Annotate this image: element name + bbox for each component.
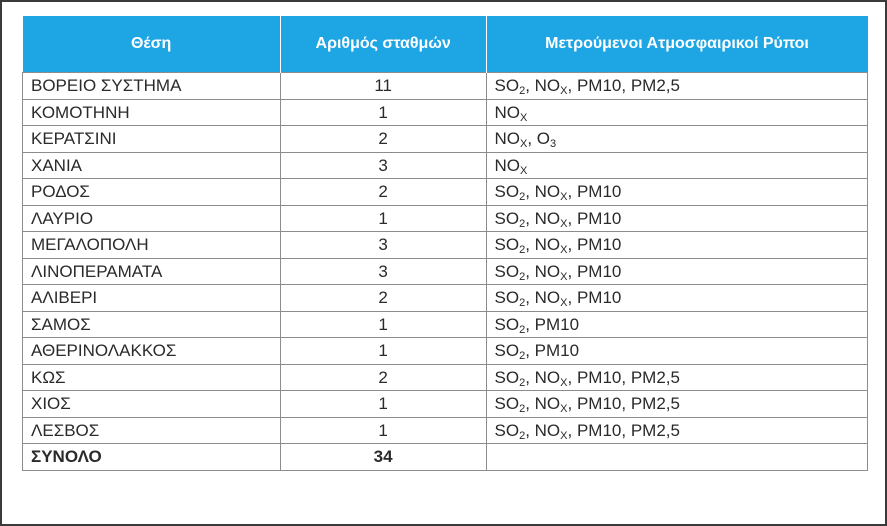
location-cell: ΛΕΣΒΟΣ	[23, 417, 281, 444]
pollutant: PM10	[576, 261, 622, 281]
location-cell: ΡΟΔΟΣ	[23, 179, 281, 206]
station-count-cell: 1	[280, 391, 486, 418]
pollutant: $SO_2$	[494, 208, 526, 230]
pollutant: PM2,5	[630, 394, 680, 414]
location-cell: ΛΑΥΡΙΟ	[23, 205, 281, 232]
pollutant: PM10	[576, 235, 622, 255]
pollutant: PM10	[576, 76, 622, 96]
pollutant: $SO_2$	[494, 288, 526, 310]
pollutant: PM2,5	[630, 367, 680, 387]
station-count-cell: 1	[280, 99, 486, 126]
table-row	[23, 311, 868, 338]
pollutant: $NO_X$	[494, 155, 528, 177]
pollutant: $SO_2$	[494, 235, 526, 257]
pollutant: PM2,5	[630, 420, 680, 440]
pollutants-cell: $SO_2$, $NO_X$, PM10	[486, 258, 868, 285]
total-pollutants	[486, 444, 868, 471]
station-count-cell: 11	[280, 73, 486, 100]
location-cell: ΑΛΙΒΕΡΙ	[23, 285, 281, 312]
table-row	[23, 391, 868, 418]
pollutant: $NO_X$	[534, 394, 568, 416]
pollutants-cell: $SO_2$, $NO_X$, PM10	[486, 232, 868, 259]
pollutant: PM10	[576, 288, 622, 308]
pollutant: $NO_X$	[534, 235, 568, 257]
pollutants-cell: $SO_2$, $NO_X$, PM10, PM2,5	[486, 417, 868, 444]
pollutants-cell: $SO_2$, $NO_X$, PM10	[486, 205, 868, 232]
pollutant: PM10	[576, 367, 622, 387]
table-row	[23, 73, 868, 100]
pollutant: $NO_X$	[534, 208, 568, 230]
total-stations: 34	[280, 444, 486, 471]
station-count-cell: 3	[280, 258, 486, 285]
station-count-cell: 3	[280, 232, 486, 259]
pollutant: $NO_X$	[494, 129, 528, 151]
total-label: ΣΥΝΟΛΟ	[23, 444, 281, 471]
location-cell: ΒΟΡΕΙΟ ΣΥΣΤΗΜΑ	[23, 73, 281, 100]
location-cell: ΚΩΣ	[23, 364, 281, 391]
station-count-cell: 3	[280, 152, 486, 179]
table-row	[23, 285, 868, 312]
pollutants-cell: $SO_2$, $NO_X$, PM10, PM2,5	[486, 391, 868, 418]
header-location: Θέση	[23, 16, 281, 73]
pollutant: PM10	[576, 420, 622, 440]
location-cell: ΚΟΜΟΤΗΝΗ	[23, 99, 281, 126]
pollutant: PM10	[576, 182, 622, 202]
pollutant: $NO_X$	[534, 288, 568, 310]
pollutant: $SO_2$	[494, 341, 526, 363]
table-row	[23, 99, 868, 126]
location-cell: ΛΙΝΟΠΕΡΑΜΑΤΑ	[23, 258, 281, 285]
location-cell: ΧΑΝΙΑ	[23, 152, 281, 179]
pollutant: PM10	[534, 341, 580, 361]
location-cell: ΧΙΟΣ	[23, 391, 281, 418]
table-row	[23, 417, 868, 444]
station-count-cell: 1	[280, 417, 486, 444]
table-row	[23, 205, 868, 232]
station-count-cell: 1	[280, 338, 486, 365]
pollutants-cell: $SO_2$, $NO_X$, PM10, PM2,5	[486, 364, 868, 391]
pollutant: PM10	[576, 394, 622, 414]
pollutants-cell: $SO_2$, PM10	[486, 311, 868, 338]
station-count-cell: 2	[280, 285, 486, 312]
station-count-cell: 2	[280, 179, 486, 206]
table-row	[23, 179, 868, 206]
pollutants-cell: $SO_2$, $NO_X$, PM10	[486, 179, 868, 206]
table-body	[23, 73, 868, 444]
pollutant: $NO_X$	[534, 420, 568, 442]
station-count-cell: 2	[280, 364, 486, 391]
table-row	[23, 338, 868, 365]
pollutants-cell	[486, 99, 868, 126]
location-cell: ΑΘΕΡΙΝΟΛΑΚΚΟΣ	[23, 338, 281, 365]
pollutant: $O_3$	[536, 129, 557, 151]
table-row	[23, 232, 868, 259]
pollutant: $SO_2$	[494, 420, 526, 442]
station-count-cell: 2	[280, 126, 486, 153]
pollutant: $NO_X$	[534, 261, 568, 283]
location-cell: ΚΕΡΑΤΣΙΝΙ	[23, 126, 281, 153]
total-row	[23, 444, 868, 471]
table-row	[23, 364, 868, 391]
pollutant: $NO_X$	[494, 102, 528, 124]
pollutants-cell: $NO_X$, $O_3$	[486, 126, 868, 153]
header-pollutants: Μετρούμενοι Ατμοσφαιρικοί Ρύποι	[486, 16, 868, 73]
pollutants-cell: $SO_2$, PM10	[486, 338, 868, 365]
pollutant: $NO_X$	[534, 76, 568, 98]
location-cell: ΜΕΓΑΛΟΠΟΛΗ	[23, 232, 281, 259]
header-station-count: Αριθμός σταθμών	[280, 16, 486, 73]
table-row	[23, 258, 868, 285]
pollutant: $SO_2$	[494, 182, 526, 204]
monitoring-stations-table	[22, 16, 868, 471]
table-row	[23, 126, 868, 153]
pollutant: $SO_2$	[494, 314, 526, 336]
pollutants-cell: $SO_2$, $NO_X$, PM10	[486, 285, 868, 312]
pollutant: PM2,5	[630, 76, 680, 96]
station-count-cell: 1	[280, 311, 486, 338]
pollutant: $SO_2$	[494, 76, 526, 98]
pollutant: $NO_X$	[534, 367, 568, 389]
location-cell: ΣΑΜΟΣ	[23, 311, 281, 338]
pollutant: $SO_2$	[494, 394, 526, 416]
pollutants-cell: $SO_2$, $NO_X$, PM10, PM2,5	[486, 73, 868, 100]
pollutant: PM10	[576, 208, 622, 228]
station-count-cell: 1	[280, 205, 486, 232]
table-header-row	[23, 16, 868, 73]
pollutant: $NO_X$	[534, 182, 568, 204]
pollutant: $SO_2$	[494, 261, 526, 283]
pollutant: $SO_2$	[494, 367, 526, 389]
table-row	[23, 152, 868, 179]
pollutants-cell	[486, 152, 868, 179]
pollutant: PM10	[534, 314, 580, 334]
